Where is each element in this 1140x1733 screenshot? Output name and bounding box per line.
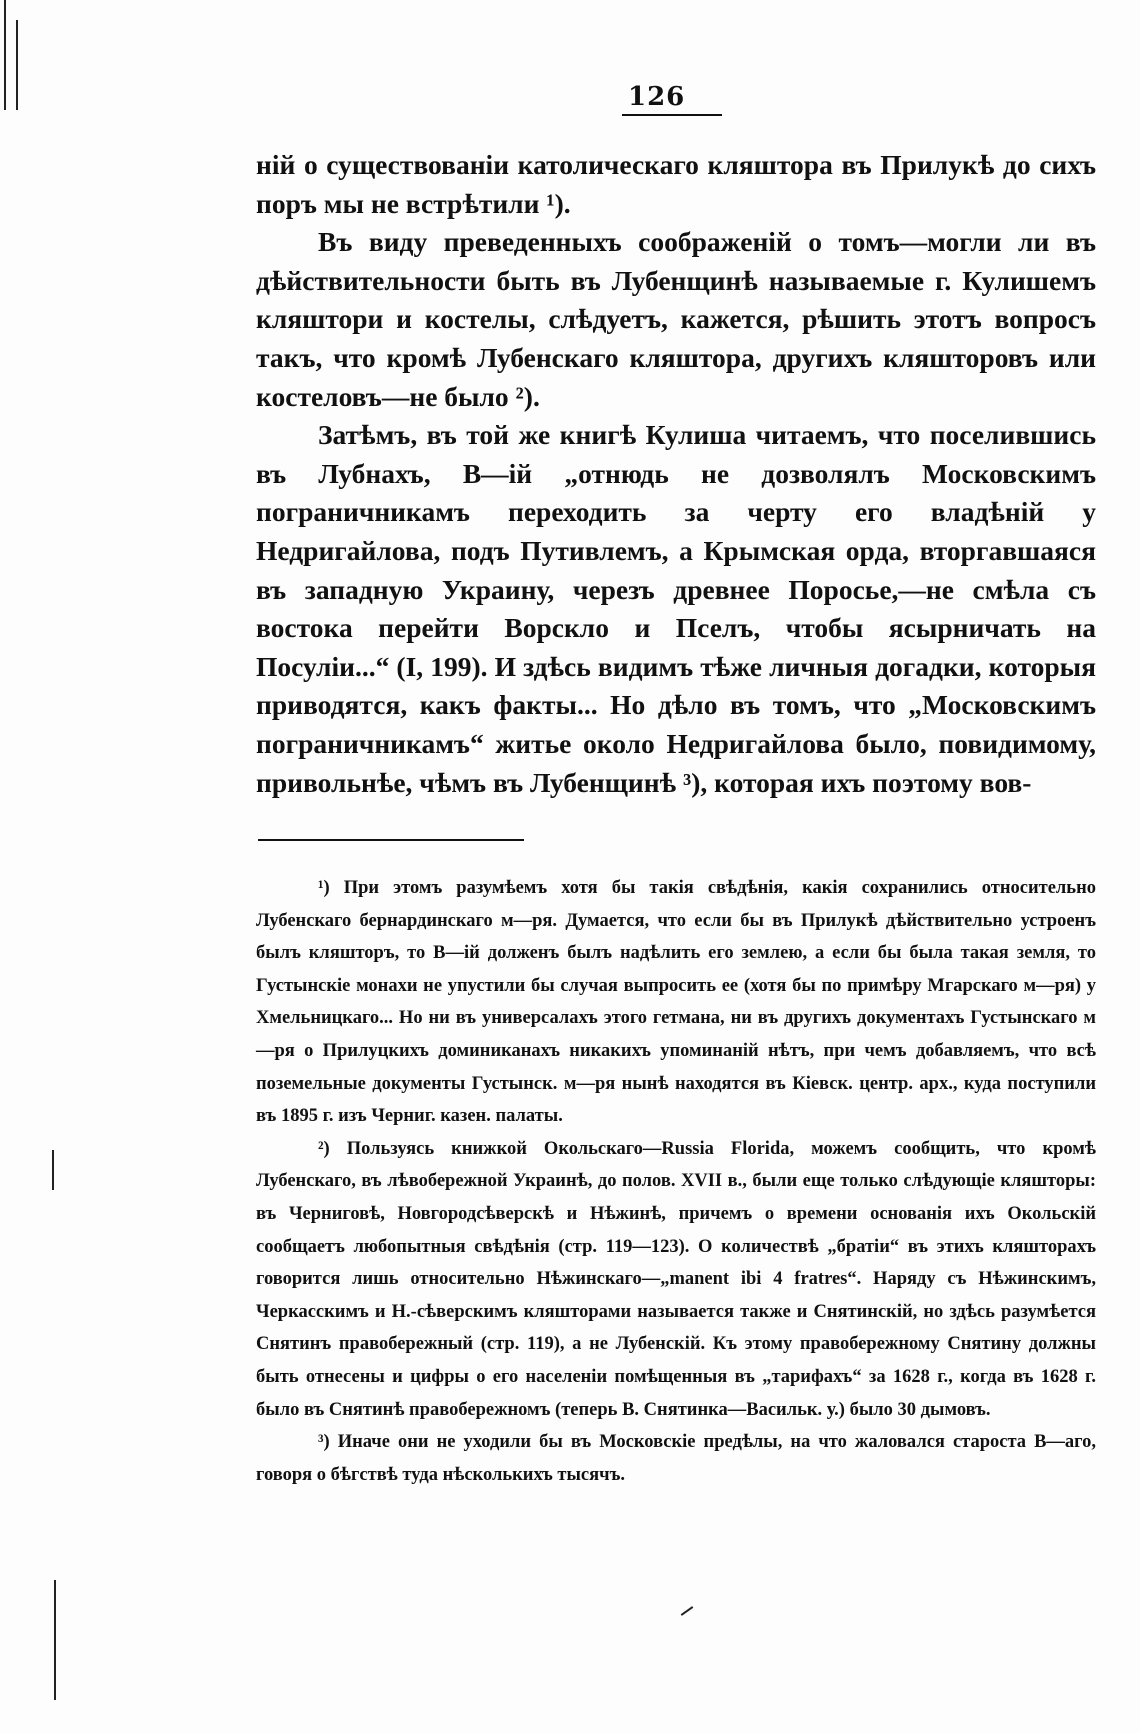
scan-speck	[681, 1606, 694, 1616]
scan-edge-mark	[52, 1150, 54, 1190]
scan-edge-mark	[54, 1580, 56, 1700]
body-paragraph: Въ виду преведенныхъ соображеній о томъ—могли ли въ дѣйствительности быть въ Лубенщинѣ называемые г. Кулишемъ кляштори и костелы, слѣдуетъ, кажется, рѣшить этотъ вопросъ такъ, что кромѣ Лубенскаго кляштора, другихъ кляшторовъ или костеловъ—не было ²).	[256, 226, 1096, 412]
footnote-separator	[258, 839, 524, 841]
scan-edge-mark	[16, 20, 18, 110]
page-number-underline	[622, 114, 722, 116]
body-paragraph: Затѣмъ, въ той же книгѣ Кулиша читаемъ, что поселившись въ Лубнахъ, В—ій „отнюдь не дозволялъ Московскимъ пограничникамъ переходить за черту его владѣній у Недригайлова, подъ Путивлемъ, а Крымская орда, вторгавшаяся въ западную Украину, черезъ древнее Поросье,—не смѣла съ востока перейти Ворскло и Пселъ, чтобы ясырничать на Посуліи...“ (I, 199). И здѣсь видимъ тѣже личныя догадки, которыя приводятся, какъ факты... Но дѣло въ томъ, что „Московскимъ пограничникамъ“ житье около Недригайлова было, повидимому, привольнѣе, чѣмъ въ Лубенщинѣ ³), которая ихъ поэтому вов-	[256, 419, 1096, 798]
footnote-3: ³) Иначе они не уходили бы въ Московскіе предѣлы, на что жаловался староста В—аго, говоря о бѣгствѣ туда нѣсколькихъ тысячъ.	[256, 1432, 1096, 1485]
footnote-2: ²) Пользуясь книжкой Окольскаго—Russia Florida, можемъ сообщить, что кромѣ Лубенскаго, въ лѣвобережной Украинѣ, до полов. XVII в., были еще только слѣдующіе кляшторы: въ Черниговѣ, Новгородсѣверскѣ и Нѣжинѣ, причемъ о времени основанія ихъ Окольскій сообщаетъ любопытныя свѣдѣнія (стр. 119—123). О количествѣ „братіи“ въ этихъ кляшторахъ говорится лишь относительно Нѣжинскаго—„manent ibi 4 fratres“. Наряду съ Нѣжинскимъ, Черкасскимъ и Н.-сѣверскимъ кляшторами называется также и Снятинскій, но здѣсь разумѣется Снятинъ правобережный (стр. 119), а не Лубенскій. Къ этому правобережному Снятину должны быть отнесены и цифры о его населеніи помѣщенныя въ „тарифахъ“ за 1628 г., когда въ 1628 г. было въ Снятинѣ правобережномъ (теперь В. Снятинка—Васильк. у.) было 30 дымовъ.	[256, 1138, 1096, 1420]
page-number: 126	[628, 82, 686, 112]
footnotes	[256, 872, 1096, 1491]
body-paragraph: ній о существованіи католическаго кляштора въ Прилукѣ до сихъ поръ мы не встрѣтили ¹).	[256, 149, 1096, 219]
footnote-1: ¹) При этомъ разумѣемъ хотя бы такія свѣдѣнія, какія сохранились относительно Лубенскаго бернардинскаго м—ря. Думается, что если бы въ Прилукѣ дѣйствительно устроенъ былъ кляшторъ, то В—ій долженъ былъ надѣлить его землею, а если бы была такая земля, то Густынскіе монахи не упустили бы случая выпросить ее (хотя бы по примѣру Мгарскаго м—ря) у Хмельницкаго... Но ни въ универсалахъ этого гетмана, ни въ другихъ документахъ Густынскаго м—ря о Прилуцкихъ доминиканахъ никакихъ упоминаній нѣтъ, при чемъ добавляемъ, что всѣ поземельные документы Густынск. м—ря нынѣ находятся въ Кіевск. центр. арх., куда поступили въ 1895 г. изъ Черниг. казен. палаты.	[256, 878, 1096, 1127]
body-text	[256, 146, 1096, 802]
scan-edge-mark	[4, 0, 6, 110]
